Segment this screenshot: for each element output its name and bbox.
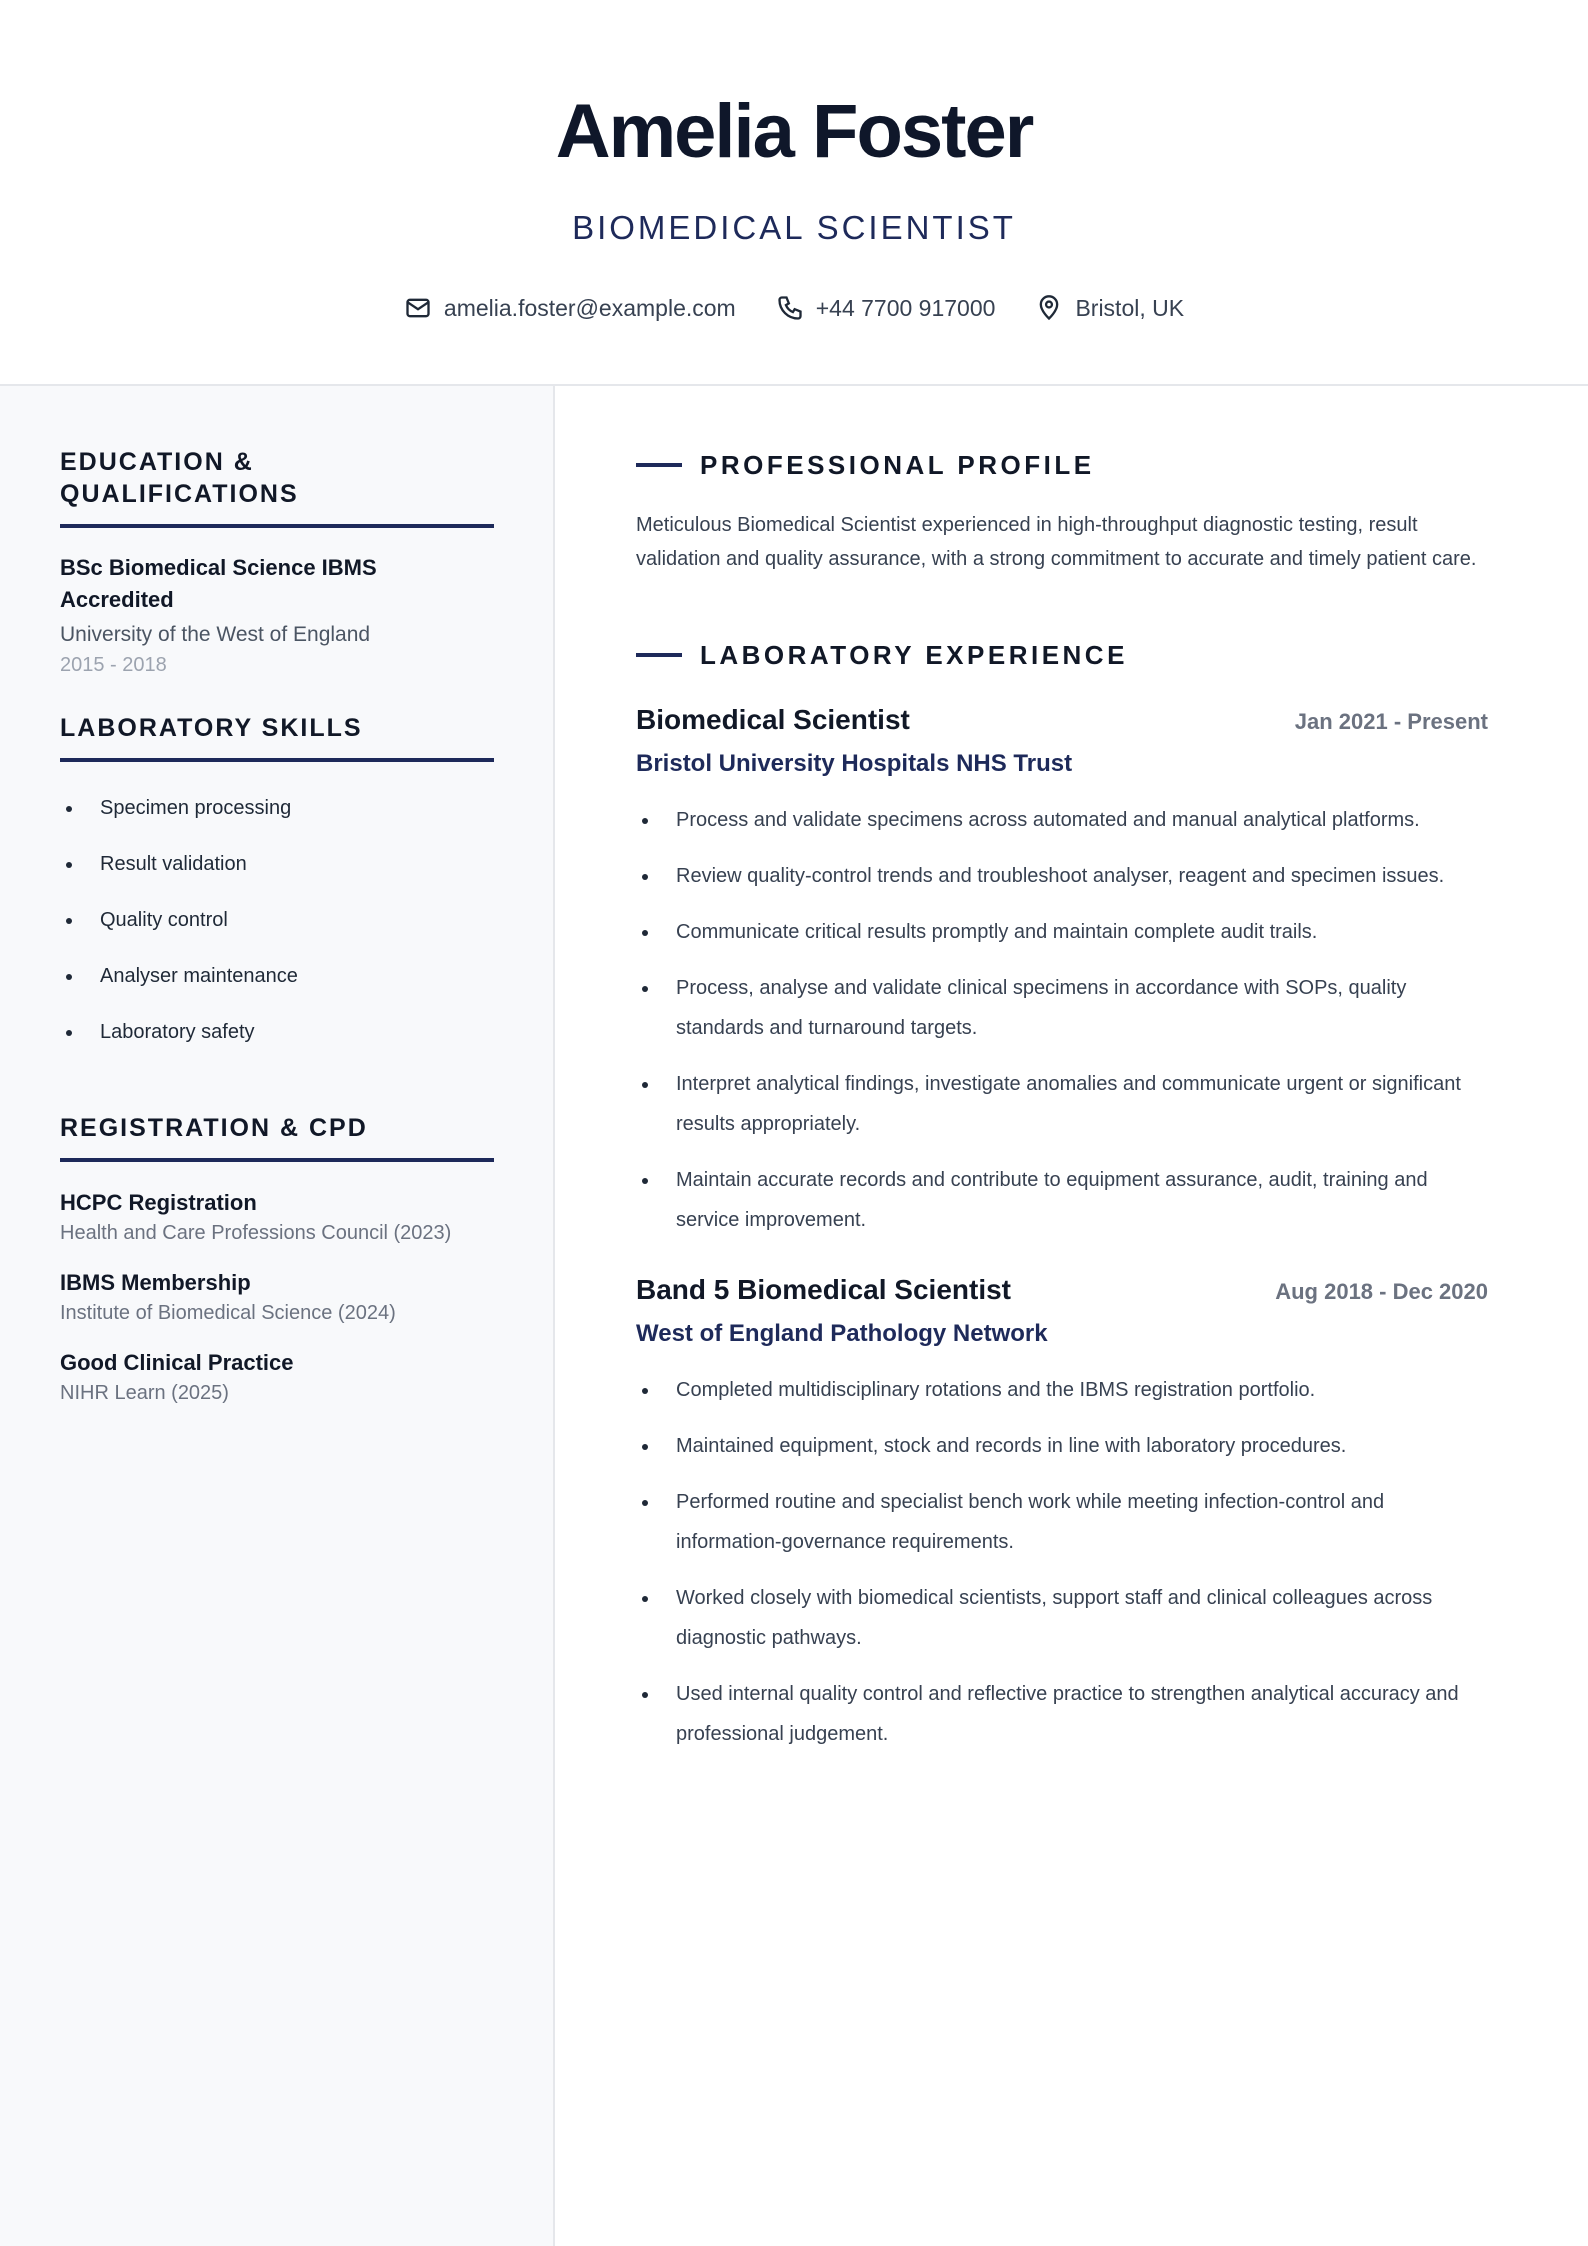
location-text: Bristol, UK (1075, 295, 1185, 321)
job-title: Biomedical Scientist (636, 704, 910, 735)
job-head (636, 1270, 1488, 1312)
list-item: Worked closely with biomedical scientists, support staff and clinical colleagues across diagnostic pathways. (636, 1578, 1488, 1658)
education-heading: EDUCATION & QUALIFICATIONS (60, 446, 494, 528)
registration-body: Institute of Biomedical Science (2024) (60, 1302, 396, 1324)
resume-header (0, 0, 1588, 386)
list-item: Interpret analytical findings, investigate anomalies and communicate urgent or significant results appropriately. (636, 1064, 1488, 1144)
job-entry (636, 1270, 1488, 1754)
education-years: 2015 - 2018 (60, 654, 167, 676)
registration-body: NIHR Learn (2025) (60, 1382, 229, 1404)
job-head (636, 700, 1488, 742)
job-dates: Jan 2021 - Present (1294, 709, 1488, 734)
profile-heading (636, 448, 1488, 482)
experience-section (636, 638, 1488, 1754)
registration-heading: REGISTRATION & CPD (60, 1112, 494, 1162)
profile-heading-text: PROFESSIONAL PROFILE (700, 450, 1095, 480)
job-dates: Aug 2018 - Dec 2020 (1275, 1279, 1488, 1304)
location-pin-icon (1035, 294, 1063, 322)
email-text: amelia.foster@example.com (443, 295, 736, 321)
job-bullets (636, 1370, 1488, 1754)
registration-name: Good Clinical Practice (60, 1350, 294, 1375)
education-degree: BSc Biomedical Science IBMS Accredited (60, 555, 377, 612)
registration-name: HCPC Registration (60, 1190, 257, 1215)
contact-location (1035, 290, 1184, 326)
list-item: Maintain accurate records and contribute to equipment assurance, audit, training and service improvement. (636, 1160, 1488, 1240)
job-entry (636, 700, 1488, 1240)
phone-text: +44 7700 917000 (815, 295, 996, 321)
contact-phone[interactable] (776, 290, 996, 326)
list-item: Specimen processing (60, 780, 494, 836)
registration-item (60, 1188, 494, 1248)
list-item: Quality control (60, 892, 494, 948)
list-item: Review quality-control trends and troubleshoot analyser, reagent and specimen issues. (636, 856, 1488, 896)
candidate-name: Amelia Foster (555, 89, 1033, 174)
list-item: Process, analyse and validate clinical specimens in accordance with SOPs, quality standards and turnaround targets. (636, 968, 1488, 1048)
main-content (636, 386, 1488, 1770)
heading-rule (636, 653, 682, 657)
list-item: Communicate critical results promptly and maintain complete audit trails. (636, 912, 1488, 952)
registration-body: Health and Care Professions Council (2023) (60, 1222, 452, 1244)
registration-item (60, 1348, 494, 1408)
experience-heading-text: LABORATORY EXPERIENCE (700, 640, 1128, 670)
experience-heading (636, 638, 1488, 672)
job-title-heading: BIOMEDICAL SCIENTIST (572, 209, 1016, 246)
skills-section (60, 712, 494, 1060)
registration-section (60, 1112, 494, 1408)
list-item: Process and validate specimens across automated and manual analytical platforms. (636, 800, 1488, 840)
sidebar (0, 386, 555, 2246)
registration-name: IBMS Membership (60, 1270, 251, 1295)
phone-icon (776, 294, 804, 322)
profile-text: Meticulous Biomedical Scientist experienced in high-throughput diagnostic testing, result validation and quality assurance, with a strong commitment to accurate and timely patient care. (636, 514, 1477, 570)
list-item: Performed routine and specialist bench work while meeting infection-control and information-governance requirements. (636, 1482, 1488, 1562)
list-item: Result validation (60, 836, 494, 892)
skills-list (60, 780, 494, 1060)
registration-item (60, 1268, 494, 1328)
list-item: Laboratory safety (60, 1004, 494, 1060)
list-item: Used internal quality control and reflective practice to strengthen analytical accuracy and professional judgement. (636, 1674, 1488, 1754)
contact-row (0, 290, 1588, 326)
list-item: Analyser maintenance (60, 948, 494, 1004)
job-bullets (636, 800, 1488, 1240)
education-school: University of the West of England (60, 623, 371, 646)
heading-rule (636, 463, 682, 467)
list-item: Completed multidisciplinary rotations and the IBMS registration portfolio. (636, 1370, 1488, 1410)
mail-icon (404, 294, 432, 322)
job-title: Band 5 Biomedical Scientist (636, 1274, 1011, 1305)
job-organization: Bristol University Hospitals NHS Trust (636, 750, 1073, 777)
education-section (60, 446, 494, 680)
job-organization: West of England Pathology Network (636, 1320, 1048, 1347)
profile-section (636, 448, 1488, 576)
skills-heading: LABORATORY SKILLS (60, 712, 494, 762)
list-item: Maintained equipment, stock and records in line with laboratory procedures. (636, 1426, 1488, 1466)
contact-email[interactable] (404, 290, 736, 326)
